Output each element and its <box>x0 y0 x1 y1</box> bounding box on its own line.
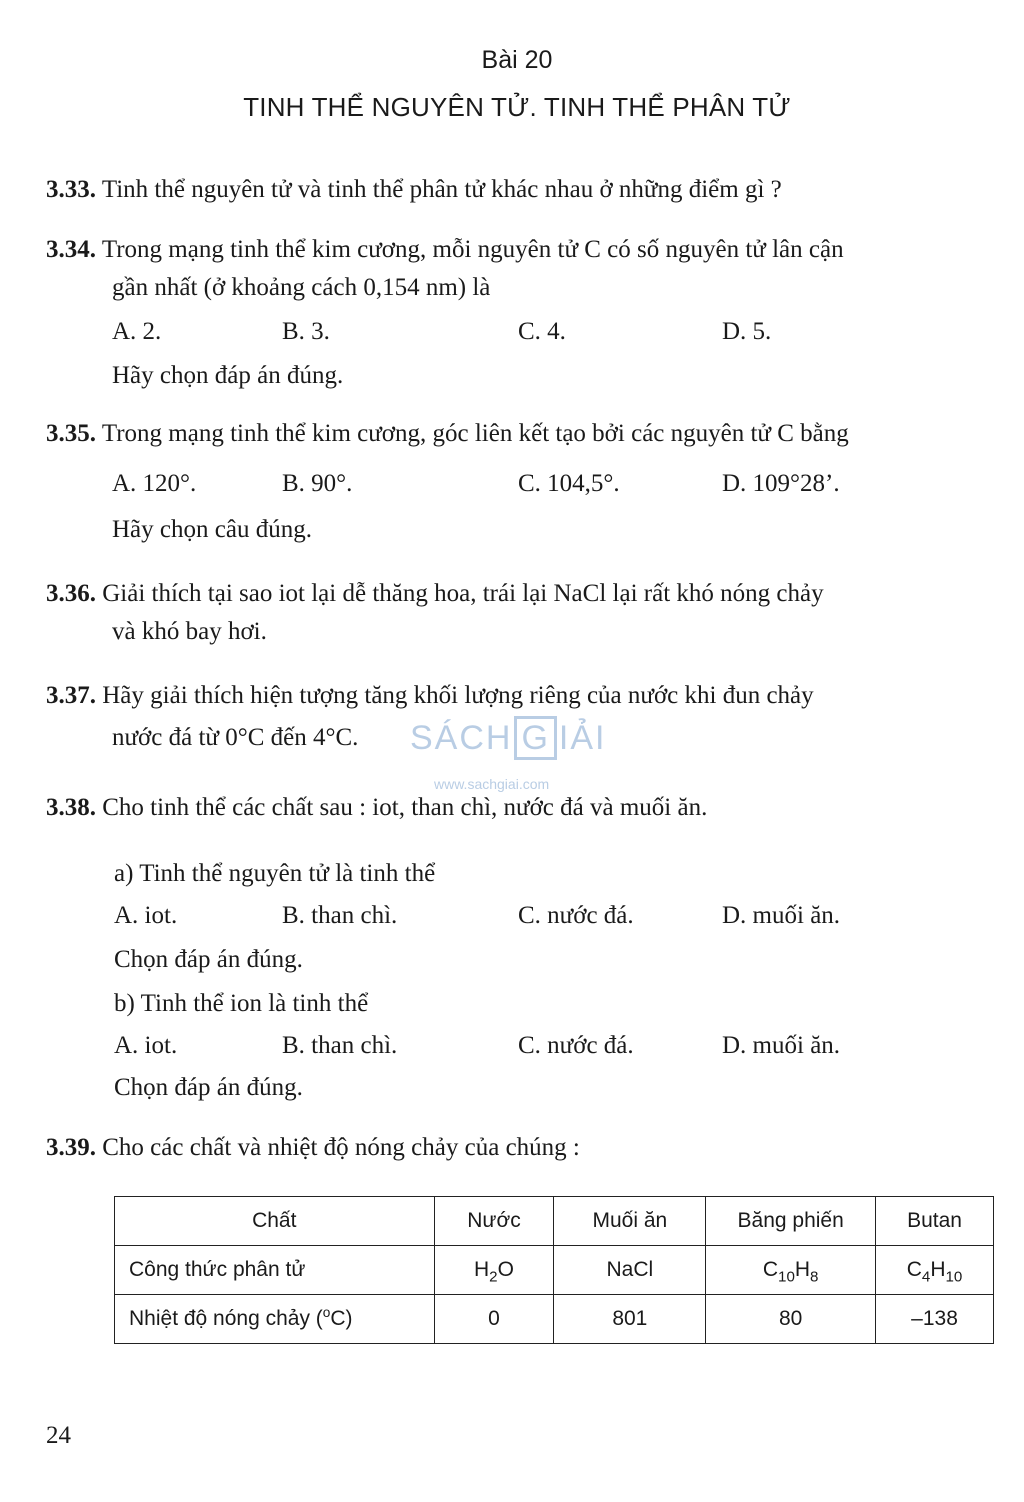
question-text: Cho các chất và nhiệt độ nóng chảy của chúng : <box>102 1134 580 1161</box>
question-3-39 <box>46 1134 580 1162</box>
option-d: D. 5. <box>722 318 772 345</box>
question-3-38 <box>46 794 707 822</box>
formula-cell: $C_4H_{10}$ <box>876 1246 994 1295</box>
melting-point-cell: 801 <box>554 1295 706 1344</box>
question-3-35 <box>46 420 849 448</box>
option-c: C. 104,5°. <box>518 470 620 497</box>
option-a: A. 120°. <box>112 470 197 497</box>
question-3-36 <box>46 580 824 608</box>
option-d: D. 109°28’. <box>722 470 840 497</box>
question-text: Hãy giải thích hiện tượng tăng khối lượng riêng của nước khi đun chảy <box>102 682 814 709</box>
question-text: Giải thích tại sao iot lại dễ thăng hoa, trái lại NaCl lại rất khó nóng chảy <box>102 580 824 607</box>
row-label: Nhiệt độ nóng chảy ($^o$C) <box>115 1295 435 1344</box>
formula-cell: $H_2O$ <box>434 1246 554 1295</box>
question-number: 3.37. <box>46 682 96 709</box>
question-text-continued: gần nhất (ở khoảng cách 0,154 nm) là <box>112 274 491 301</box>
instruction: Chọn đáp án đúng. <box>114 946 303 973</box>
part-b-text: b) Tinh thể ion là tinh thể <box>114 990 369 1017</box>
table-header-cell: Butan <box>876 1197 994 1246</box>
formula-cell: NaCl <box>554 1246 706 1295</box>
row-label: Công thức phân tử <box>115 1246 435 1295</box>
option-d: D. muối ăn. <box>722 902 841 929</box>
instruction: Hãy chọn câu đúng. <box>112 516 312 543</box>
question-text-continued: nước đá từ 0°C đến 4°C. <box>112 724 359 751</box>
table-row <box>115 1295 994 1344</box>
question-number: 3.36. <box>46 580 96 607</box>
melting-point-cell: –138 <box>876 1295 994 1344</box>
option-c: C. nước đá. <box>518 902 634 929</box>
formula-cell: $C_{10}H_8$ <box>706 1246 876 1295</box>
option-a: A. 2. <box>112 318 162 345</box>
question-number: 3.34. <box>46 236 96 263</box>
instruction: Chọn đáp án đúng. <box>114 1074 303 1101</box>
question-text: Tinh thể nguyên tử và tinh thể phân tử khác nhau ở những điểm gì ? <box>101 176 782 203</box>
option-b: B. 90°. <box>282 470 353 497</box>
option-b: B. than chì. <box>282 1032 398 1059</box>
question-text-continued: và khó bay hơi. <box>112 618 267 645</box>
question-3-33 <box>46 176 782 204</box>
question-3-34 <box>46 236 844 264</box>
option-c: C. nước đá. <box>518 1032 634 1059</box>
watermark-logo <box>410 716 620 792</box>
option-c: C. 4. <box>518 318 566 345</box>
question-text: Trong mạng tinh thể kim cương, góc liên kết tạo bởi các nguyên tử C bằng <box>101 420 849 447</box>
table-row <box>115 1246 994 1295</box>
watermark-url: www.sachgiai.com <box>434 776 550 792</box>
lesson-number: Bài 20 <box>481 46 553 74</box>
table-header-cell: Chất <box>115 1197 435 1246</box>
option-b: B. 3. <box>282 318 330 345</box>
melting-point-cell: 0 <box>434 1295 554 1344</box>
question-number: 3.33. <box>46 176 96 203</box>
option-b: B. than chì. <box>282 902 398 929</box>
watermark-text: SÁCH G IẢI <box>410 719 607 757</box>
table-header-cell: Muối ăn <box>554 1197 706 1246</box>
option-d: D. muối ăn. <box>722 1032 841 1059</box>
table-header-cell: Nước <box>434 1197 554 1246</box>
question-number: 3.39. <box>46 1134 96 1161</box>
option-a: A. iot. <box>114 902 178 929</box>
option-a: A. iot. <box>114 1032 178 1059</box>
part-a-text: a) Tinh thể nguyên tử là tinh thể <box>114 860 436 887</box>
instruction: Hãy chọn đáp án đúng. <box>112 362 344 389</box>
table-header-row <box>115 1197 994 1246</box>
question-number: 3.35. <box>46 420 96 447</box>
melting-point-cell: 80 <box>706 1295 876 1344</box>
page-number: 24 <box>46 1422 71 1449</box>
melting-point-table <box>114 1196 994 1344</box>
lesson-title: TINH THỂ NGUYÊN TỬ. TINH THỂ PHÂN TỬ <box>243 92 791 122</box>
table-header-cell: Băng phiến <box>706 1197 876 1246</box>
question-number: 3.38. <box>46 794 96 821</box>
question-text: Cho tinh thể các chất sau : iot, than chì, nước đá và muối ăn. <box>102 794 708 821</box>
question-3-37 <box>46 682 814 710</box>
question-text: Trong mạng tinh thể kim cương, mỗi nguyên tử C có số nguyên tử lân cận <box>101 236 844 263</box>
